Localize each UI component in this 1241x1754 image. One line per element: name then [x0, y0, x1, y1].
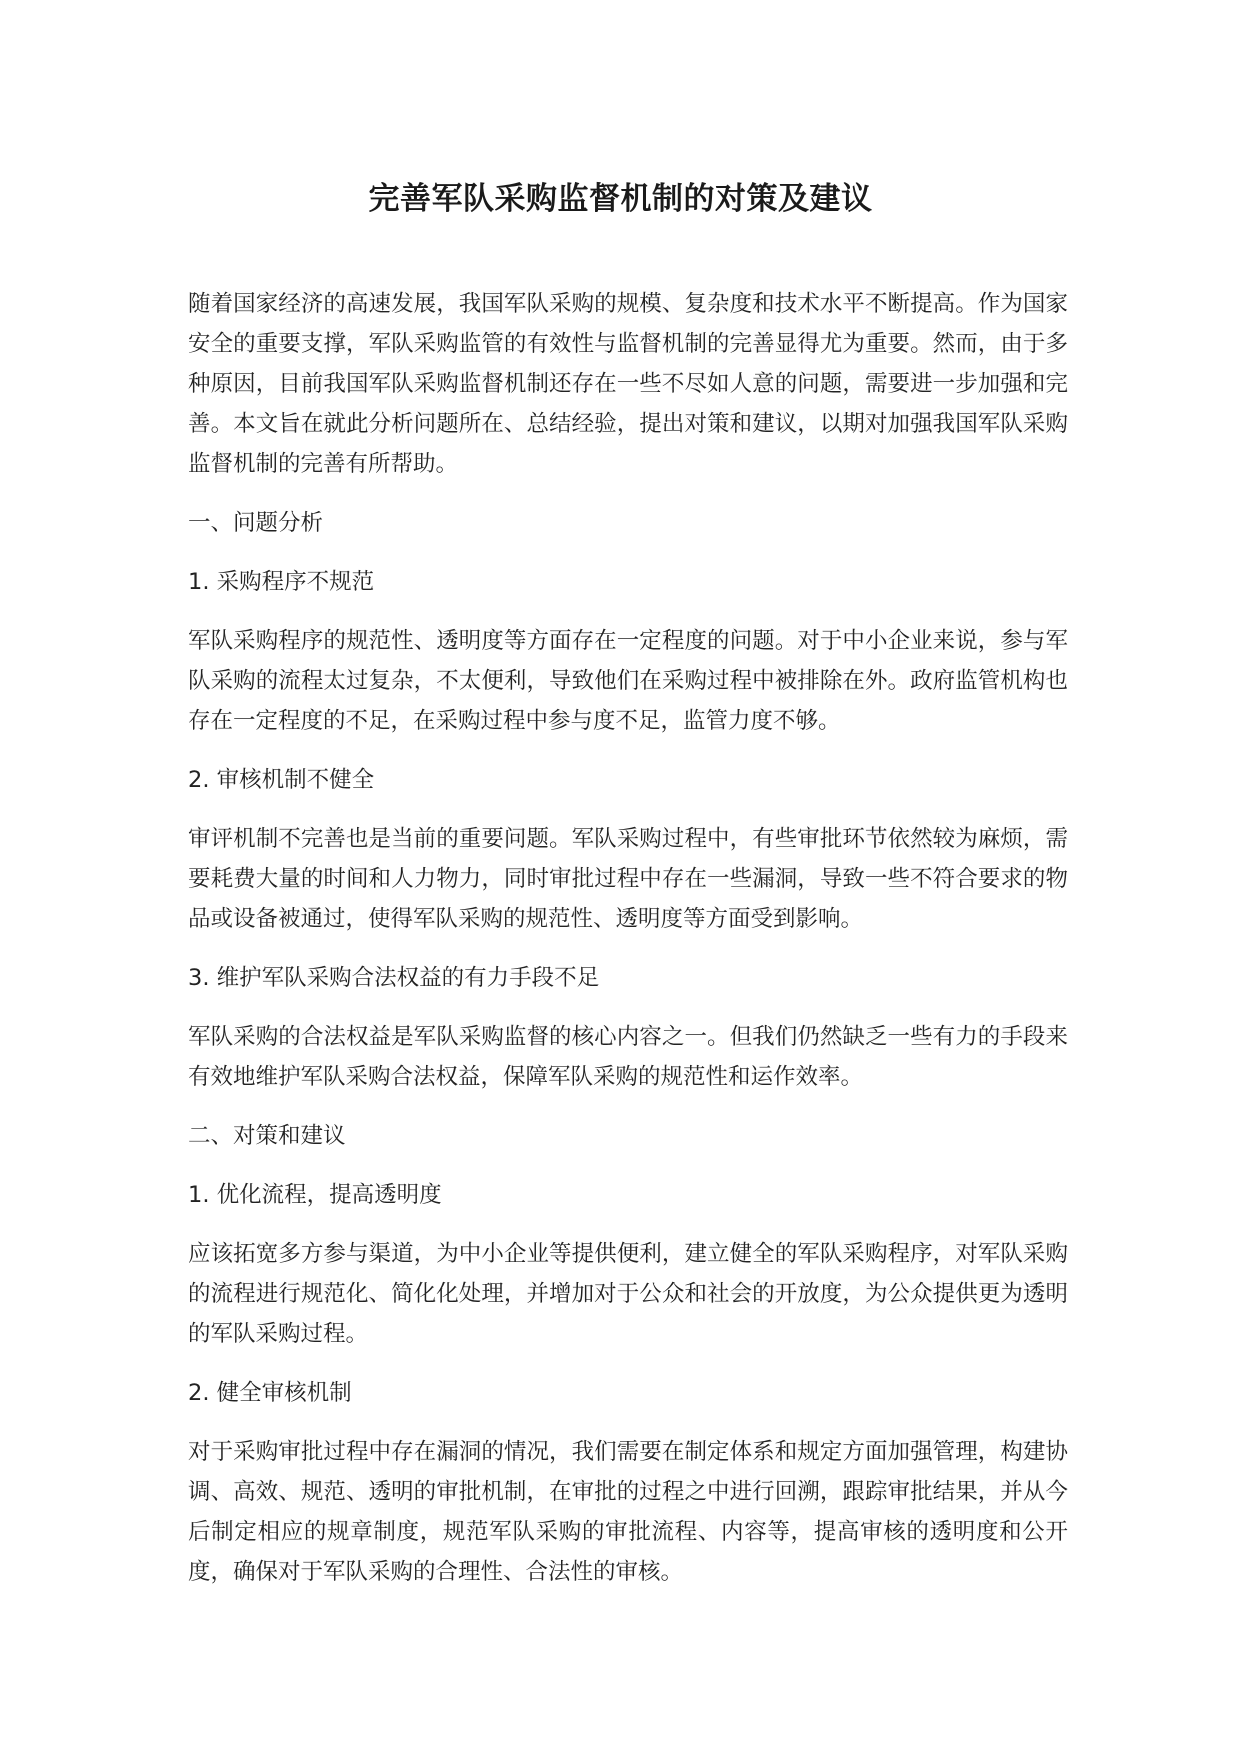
subheading-legal-rights: 3. 维护军队采购合法权益的有力手段不足	[188, 965, 600, 991]
subheading-procurement-procedure: 1. 采购程序不规范	[188, 569, 375, 595]
paragraph-optimize-process: 应该拓宽多方参与渠道，为中小企业等提供便利，建立健全的军队采购程序，对军队采购的流程进行规范化、简化化处理，并增加对于公众和社会的开放度，为公众提供更为透明的军队采购过程。	[188, 1241, 1068, 1347]
paragraph-improve-review: 对于采购审批过程中存在漏洞的情况，我们需要在制定体系和规定方面加强管理，构建协调、高效、规范、透明的审批机制，在审批的过程之中进行回溯，跟踪审批结果，并从今后制定相应的规章制度，规范军队采购的审批流程、内容等，提高审核的透明度和公开度，确保对于军队采购的合理性、合法性的审核。	[188, 1439, 1068, 1585]
subheading-optimize-process: 1. 优化流程，提高透明度	[188, 1182, 442, 1208]
subheading-review-mechanism: 2. 审核机制不健全	[188, 767, 375, 793]
document-title: 完善军队采购监督机制的对策及建议	[368, 181, 873, 217]
paragraph-legal-rights: 军队采购的合法权益是军队采购监督的核心内容之一。但我们仍然缺乏一些有力的手段来有效地维护军队采购合法权益，保障军队采购的规范性和运作效率。	[188, 1024, 1068, 1090]
section-heading-countermeasures: 二、对策和建议	[188, 1123, 346, 1149]
paragraph-intro: 随着国家经济的高速发展，我国军队采购的规模、复杂度和技术水平不断提高。作为国家安全的重要支撑，军队采购监管的有效性与监督机制的完善显得尤为重要。然而，由于多种原因，目前我国军队采购监督机制还存在一些不尽如人意的问题，需要进一步加强和完善。本文旨在就此分析问题所在、总结经验，提出对策和建议，以期对加强我国军队采购监督机制的完善有所帮助。	[188, 291, 1068, 477]
section-heading-problem-analysis: 一、问题分析	[188, 510, 324, 536]
paragraph-procurement-procedure: 军队采购程序的规范性、透明度等方面存在一定程度的问题。对于中小企业来说，参与军队采购的流程太过复杂，不太便利，导致他们在采购过程中被排除在外。政府监管机构也存在一定程度的不足，在采购过程中参与度不足，监管力度不够。	[188, 628, 1068, 734]
document-body	[188, 284, 1068, 1611]
paragraph-review-mechanism: 审评机制不完善也是当前的重要问题。军队采购过程中，有些审批环节依然较为麻烦，需要耗费大量的时间和人力物力，同时审批过程中存在一些漏洞，导致一些不符合要求的物品或设备被通过，使得军队采购的规范性、透明度等方面受到影响。	[188, 826, 1068, 932]
subheading-improve-review: 2. 健全审核机制	[188, 1380, 352, 1406]
